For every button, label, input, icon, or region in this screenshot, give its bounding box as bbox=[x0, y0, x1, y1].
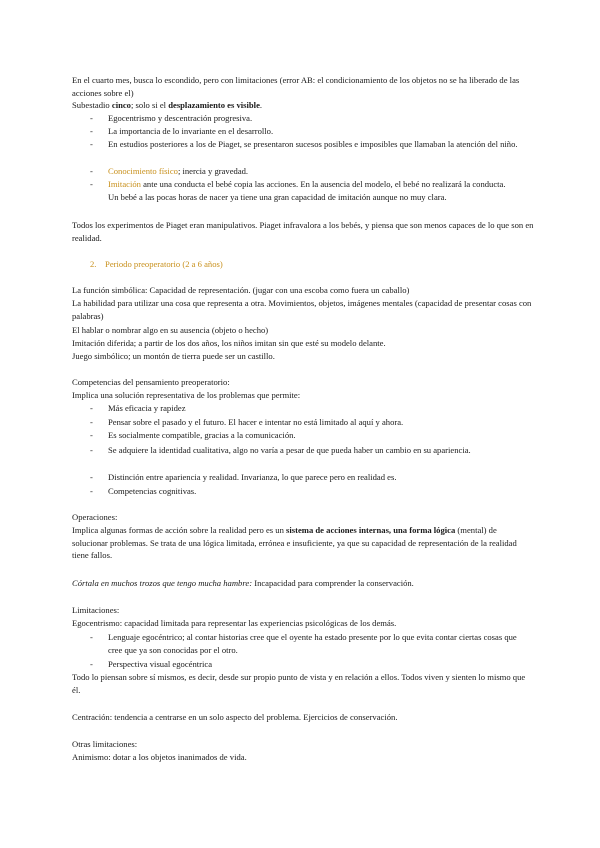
cortala-example: Córtala en muchos trozos que tengo mucha hambre: bbox=[72, 578, 253, 588]
competencias-heading: Competencias del pensamiento preoperatorio: bbox=[72, 377, 230, 387]
egocentrismo-line: Egocentrismo: capacidad limitada para representar las experiencias psicológicas de los demás. bbox=[72, 618, 397, 628]
operaciones-heading: Operaciones: bbox=[72, 512, 118, 522]
substage-number: cinco bbox=[111, 100, 131, 110]
list-item: Perspectiva visual egocéntrica bbox=[108, 659, 213, 669]
bullet-marker: - bbox=[90, 179, 93, 189]
competencias-intro: Implica una solución representativa de los problemas que permite: bbox=[72, 390, 301, 400]
cortala-line bbox=[72, 577, 534, 590]
list-item: Distinción entre apariencia y realidad. Invarianza, lo que parece pero en realidad es. bbox=[108, 472, 397, 482]
bullet-marker: - bbox=[90, 632, 93, 642]
list-item: En estudios posteriores a los de Piaget, se presentaron sucesos posibles e imposibles que llamaban la atención del niño. bbox=[108, 139, 518, 149]
bullet-marker: - bbox=[90, 445, 93, 455]
substage-condition: desplazamiento es visible bbox=[168, 100, 260, 110]
list-item-text: ; inercia y gravedad. bbox=[177, 166, 249, 176]
bullet-marker: - bbox=[90, 113, 93, 123]
list-item: La importancia de lo invariante en el desarrollo. bbox=[108, 126, 274, 136]
intro-paragraph: En el cuarto mes, busca lo escondido, pero con limitaciones (error AB: el condicionamiento de los objetos no se ha liberado de las acciones sobre el) bbox=[72, 75, 520, 98]
operaciones-text: (mental) de solucionar problemas. Se trata de una lógica limitada, errónea e insuficiente, ya que su capacidad de representación de la realidad tiene fallos. bbox=[72, 525, 517, 561]
centracion-line: Centración: tendencia a centrarse en un solo aspecto del problema. Ejercicios de conservación. bbox=[72, 712, 398, 722]
bullet-marker: - bbox=[90, 659, 93, 669]
section-number: 2. bbox=[90, 259, 97, 269]
term-imitacion: Imitación bbox=[108, 179, 141, 189]
list-item: Lenguaje egocéntrico; al contar historias cree que el oyente ha estado presente por lo que evita contar ciertas cosas que cree que ya son conocidas por el otro. bbox=[108, 632, 517, 655]
limitaciones-heading: Limitaciones: bbox=[72, 605, 120, 615]
bullet-marker: - bbox=[90, 486, 93, 496]
list-item bbox=[108, 165, 518, 178]
otras-heading: Otras limitaciones: bbox=[72, 739, 138, 749]
operaciones-text: Implica algunas formas de acción sobre la realidad pero es un bbox=[72, 525, 287, 535]
list-item: Se adquiere la identidad cualitativa, algo no varía a pesar de que pueda haber un cambio en su apariencia. bbox=[108, 445, 471, 455]
cortala-explanation: Incapacidad para comprender la conservación. bbox=[252, 578, 414, 588]
bullet-marker: - bbox=[90, 472, 93, 482]
list-item: Más eficacia y rapidez bbox=[108, 403, 186, 413]
operaciones-paragraph bbox=[72, 524, 534, 562]
bullet-marker: - bbox=[90, 403, 93, 413]
substage-end: . bbox=[259, 100, 263, 110]
list-item: Egocentrismo y descentración progresiva. bbox=[108, 113, 253, 123]
symbolic-line: La habilidad para utilizar una cosa que representa a otra. Movimientos, objetos, imágenes mentales (capacidad de presentar cosas con palabras) bbox=[72, 298, 532, 321]
section-title: Periodo preoperatorio (2 a 6 años) bbox=[105, 259, 223, 269]
piaget-note: Todos los experimentos de Piaget eran manipulativos. Piaget infravalora a los bebés, y piensa que son menos capaces de lo que son en realidad. bbox=[72, 220, 534, 243]
operaciones-key-term: sistema de acciones internas, una forma lógica bbox=[286, 525, 456, 535]
substage-prefix: Subestadio bbox=[72, 100, 112, 110]
substage-line bbox=[72, 99, 534, 112]
list-item-text: ante una conducta el bebé copia las acciones. En la ausencia del modelo, el bebé no realizará la conducta. Un bebé a las pocas horas de nacer ya tiene una gran capacidad de imitación aunque no muy clara. bbox=[108, 179, 506, 202]
symbolic-line: Juego simbólico; un montón de tierra puede ser un castillo. bbox=[72, 351, 275, 361]
bullet-marker: - bbox=[90, 417, 93, 427]
bullet-marker: - bbox=[90, 126, 93, 136]
list-item: Pensar sobre el pasado y el futuro. El hacer e intentar no está limitado al aquí y ahora. bbox=[108, 417, 404, 427]
list-item bbox=[108, 178, 518, 203]
limitaciones-after: Todo lo piensan sobre sí mismos, es decir, desde sur propio punto de vista y en relación a ellos. Todos viven y sienten lo mismo que él. bbox=[72, 672, 526, 695]
symbolic-line: Imitación diferida; a partir de los dos años, los niños imitan sin que esté su modelo delante. bbox=[72, 338, 386, 348]
section-heading bbox=[90, 258, 552, 271]
bullet-marker: - bbox=[90, 139, 93, 149]
substage-mid: ; solo si el bbox=[130, 100, 169, 110]
list-item: Competencias cognitivas. bbox=[108, 486, 197, 496]
bullet-marker: - bbox=[90, 430, 93, 440]
animismo-line: Animismo: dotar a los objetos inanimados de vida. bbox=[72, 752, 247, 762]
bullet-marker: - bbox=[90, 166, 93, 176]
symbolic-line: La función simbólica: Capacidad de representación. (jugar con una escoba como fuera un caballo) bbox=[72, 285, 410, 295]
term-conocimiento-fisico: Conocimiento físico bbox=[108, 166, 178, 176]
symbolic-line: El hablar o nombrar algo en su ausencia (objeto o hecho) bbox=[72, 325, 269, 335]
list-item: Es socialmente compatible, gracias a la comunicación. bbox=[108, 430, 296, 440]
